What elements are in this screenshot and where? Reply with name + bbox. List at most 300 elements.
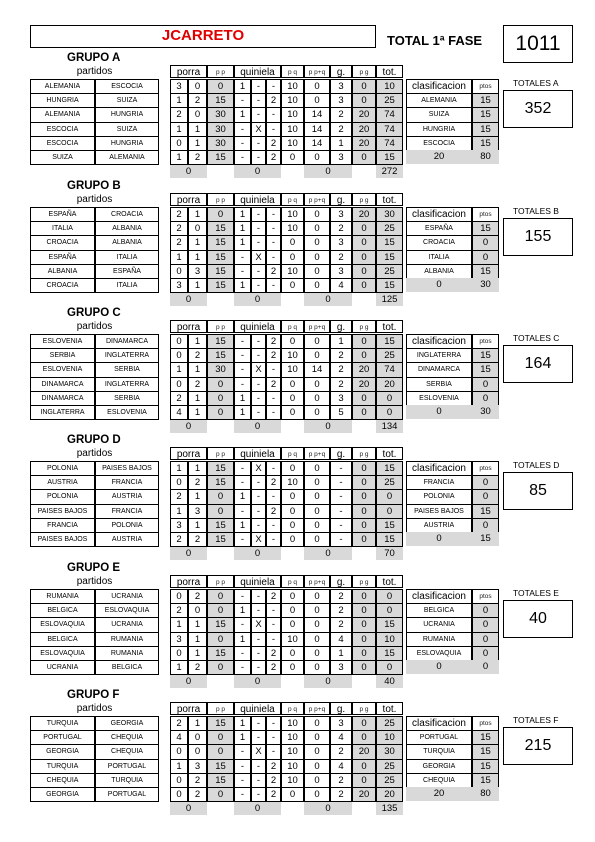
match-cell: - xyxy=(234,773,251,788)
clasif-team: PAISES BAJOS xyxy=(406,504,472,519)
match-cell: ALBANIA xyxy=(95,235,159,250)
clasif-team: CHEQUIA xyxy=(406,773,472,788)
quiniela-header: quiniela xyxy=(234,320,281,333)
pg-header: p g xyxy=(352,320,376,333)
pq-header: p q xyxy=(281,575,304,588)
quiniela-sum: 0 xyxy=(234,547,281,560)
match-cell: BELGICA xyxy=(30,632,95,647)
group-section xyxy=(0,562,595,692)
match-cell: - xyxy=(234,744,251,759)
match-cell: - xyxy=(266,518,281,533)
clasif-points: 0 xyxy=(472,391,499,406)
match-cell: 25 xyxy=(376,348,403,363)
group-title: GRUPO B xyxy=(67,180,121,192)
match-cell: PORTUGAL xyxy=(95,759,159,774)
match-cell: 10 xyxy=(281,744,304,759)
match-cell: 3 xyxy=(330,93,352,108)
match-cell: 0 xyxy=(304,518,330,533)
match-cell: 1 xyxy=(170,250,188,265)
match-cell: 0 xyxy=(304,475,330,490)
match-cell: 20 xyxy=(352,207,376,222)
match-cell: 10 xyxy=(281,632,304,647)
match-cell: 25 xyxy=(376,773,403,788)
match-cell: - xyxy=(234,348,251,363)
match-cell: 1 xyxy=(188,632,207,647)
match-cell: - xyxy=(251,716,266,731)
match-cell: 0 xyxy=(304,93,330,108)
match-cell: 0 xyxy=(352,489,376,504)
match-cell: PAISES BAJOS xyxy=(30,532,95,547)
match-cell: 0 xyxy=(304,504,330,519)
match-cell: 1 xyxy=(234,489,251,504)
match-cell: 0 xyxy=(281,489,304,504)
pg-header: p g xyxy=(352,193,376,206)
quiniela-sum: 0 xyxy=(234,165,281,178)
match-cell: - xyxy=(234,250,251,265)
match-cell: 0 xyxy=(207,632,234,647)
match-cell: 10 xyxy=(281,730,304,745)
ppq-sum: 0 xyxy=(304,293,352,306)
match-cell: 0 xyxy=(207,589,234,604)
pg-header: p g xyxy=(352,447,376,460)
match-cell: 0 xyxy=(352,504,376,519)
quiniela-header: quiniela xyxy=(234,702,281,715)
match-cell: 3 xyxy=(330,391,352,406)
clasif-points: 0 xyxy=(472,235,499,250)
match-cell: PORTUGAL xyxy=(30,730,95,745)
g-header: g. xyxy=(330,575,352,588)
match-cell: 1 xyxy=(234,603,251,618)
match-cell: BELGICA xyxy=(30,603,95,618)
match-cell: FRANCIA xyxy=(95,475,159,490)
match-cell: - xyxy=(251,377,266,392)
match-cell: 0 xyxy=(304,716,330,731)
clasif-sum-correct: 0 xyxy=(406,532,472,546)
clasif-points: 15 xyxy=(472,107,499,122)
match-cell: 10 xyxy=(281,759,304,774)
match-cell: 0 xyxy=(304,773,330,788)
match-cell: - xyxy=(234,589,251,604)
match-cell: 0 xyxy=(188,107,207,122)
match-cell: 0 xyxy=(170,475,188,490)
match-cell: ESLOVENIA xyxy=(30,334,95,349)
clasif-points: 15 xyxy=(472,122,499,137)
match-cell: 1 xyxy=(234,235,251,250)
match-cell: 0 xyxy=(304,787,330,802)
match-cell: - xyxy=(266,461,281,476)
quiniela-sum: 0 xyxy=(234,293,281,306)
match-cell: 0 xyxy=(352,773,376,788)
match-cell: 2 xyxy=(188,773,207,788)
match-cell: - xyxy=(251,136,266,151)
g-header: g. xyxy=(330,702,352,715)
match-cell: 15 xyxy=(207,150,234,165)
match-cell: ESLOVENIA xyxy=(95,405,159,420)
match-cell: 0 xyxy=(352,603,376,618)
match-cell: 2 xyxy=(266,377,281,392)
clasif-team: SERBIA xyxy=(406,377,472,392)
match-cell: 2 xyxy=(266,787,281,802)
match-cell: 10 xyxy=(281,716,304,731)
match-cell: 15 xyxy=(207,461,234,476)
match-cell: - xyxy=(251,489,266,504)
clasif-sum-correct: 0 xyxy=(406,278,472,292)
match-cell: 2 xyxy=(170,207,188,222)
match-cell: SERBIA xyxy=(95,362,159,377)
match-cell: 4 xyxy=(330,632,352,647)
match-cell: - xyxy=(266,122,281,137)
group-section xyxy=(0,689,595,819)
match-cell: 0 xyxy=(304,250,330,265)
match-cell: FRANCIA xyxy=(95,504,159,519)
match-cell: 0 xyxy=(281,391,304,406)
match-cell: 0 xyxy=(170,334,188,349)
match-cell: TURQUIA xyxy=(95,773,159,788)
match-cell: 15 xyxy=(207,250,234,265)
match-cell: 2 xyxy=(188,532,207,547)
match-cell: 2 xyxy=(330,250,352,265)
match-cell: 10 xyxy=(376,79,403,94)
match-cell: X xyxy=(251,122,266,137)
match-cell: DINAMARCA xyxy=(95,334,159,349)
match-cell: UCRANIA xyxy=(30,660,95,675)
clasif-team: ESLOVENIA xyxy=(406,391,472,406)
match-cell: 0 xyxy=(281,532,304,547)
ptos-header: ptos xyxy=(472,207,499,222)
group-totals-label: TOTALES B xyxy=(513,206,559,216)
clasif-sum-points: 30 xyxy=(472,278,499,292)
match-cell: 0 xyxy=(352,518,376,533)
pp-header: p p xyxy=(207,575,234,588)
match-cell: X xyxy=(251,617,266,632)
match-cell: 2 xyxy=(266,773,281,788)
pp-header: p p xyxy=(207,702,234,715)
player-name: JCARRETO xyxy=(161,27,245,44)
clasif-points: 0 xyxy=(472,603,499,618)
match-cell: 2 xyxy=(330,787,352,802)
match-cell: - xyxy=(251,391,266,406)
clasif-team: ESPAÑA xyxy=(406,221,472,236)
match-cell: 2 xyxy=(266,334,281,349)
match-cell: 0 xyxy=(304,532,330,547)
match-cell: 0 xyxy=(281,646,304,661)
match-cell: 25 xyxy=(376,264,403,279)
match-cell: - xyxy=(234,334,251,349)
clasificacion-header: clasificacion xyxy=(406,207,472,222)
match-cell: 0 xyxy=(281,603,304,618)
clasif-sum-points: 80 xyxy=(472,150,499,164)
group-section xyxy=(0,52,595,182)
pp-header: p p xyxy=(207,193,234,206)
quiniela-sum: 0 xyxy=(234,675,281,688)
match-cell: 5 xyxy=(330,405,352,420)
match-cell: DINAMARCA xyxy=(30,377,95,392)
match-cell: 0 xyxy=(304,278,330,293)
clasif-team: GEORGIA xyxy=(406,759,472,774)
porra-header: porra xyxy=(170,447,207,460)
match-cell: 1 xyxy=(188,136,207,151)
match-cell: AUSTRIA xyxy=(95,532,159,547)
match-cell: 0 xyxy=(304,207,330,222)
clasif-team: CROACIA xyxy=(406,235,472,250)
match-cell: 0 xyxy=(304,461,330,476)
pq-header: p q xyxy=(281,447,304,460)
match-cell: 2 xyxy=(170,107,188,122)
match-cell: 2 xyxy=(330,362,352,377)
group-title: GRUPO D xyxy=(67,434,121,446)
match-cell: 1 xyxy=(234,79,251,94)
match-cell: - xyxy=(251,278,266,293)
match-cell: 15 xyxy=(207,475,234,490)
match-cell: CHEQUIA xyxy=(30,773,95,788)
match-cell: 2 xyxy=(188,660,207,675)
match-cell: ESLOVENIA xyxy=(30,362,95,377)
ptos-header: ptos xyxy=(472,461,499,476)
match-cell: 3 xyxy=(330,716,352,731)
clasif-points: 0 xyxy=(472,475,499,490)
match-cell: HUNGRIA xyxy=(95,136,159,151)
match-cell: 15 xyxy=(376,518,403,533)
quiniela-header: quiniela xyxy=(234,65,281,78)
match-cell: - xyxy=(266,362,281,377)
match-cell: 0 xyxy=(304,646,330,661)
match-cell: 0 xyxy=(376,603,403,618)
match-cell: 0 xyxy=(304,377,330,392)
match-cell: 20 xyxy=(376,787,403,802)
match-cell: UCRANIA xyxy=(95,617,159,632)
clasif-points: 15 xyxy=(472,730,499,745)
clasif-sum-correct: 20 xyxy=(406,150,472,164)
clasif-points: 15 xyxy=(472,362,499,377)
match-cell: 4 xyxy=(330,730,352,745)
match-cell: SUIZA xyxy=(30,150,95,165)
match-cell: 0 xyxy=(281,278,304,293)
match-cell: GEORGIA xyxy=(95,716,159,731)
clasif-points: 15 xyxy=(472,504,499,519)
match-cell: - xyxy=(251,632,266,647)
match-cell: 0 xyxy=(188,730,207,745)
match-cell: 0 xyxy=(207,79,234,94)
match-cell: SUIZA xyxy=(95,93,159,108)
clasif-points: 15 xyxy=(472,221,499,236)
match-cell: 2 xyxy=(266,348,281,363)
group-total-value: 155 xyxy=(503,218,573,256)
match-cell: ESLOVAQUIA xyxy=(30,646,95,661)
match-cell: 2 xyxy=(266,93,281,108)
match-cell: 0 xyxy=(281,150,304,165)
match-cell: 30 xyxy=(207,362,234,377)
match-cell: 3 xyxy=(330,660,352,675)
match-cell: 0 xyxy=(188,603,207,618)
match-cell: - xyxy=(234,532,251,547)
match-cell: 1 xyxy=(234,107,251,122)
match-cell: 2 xyxy=(170,235,188,250)
match-cell: - xyxy=(251,589,266,604)
match-cell: - xyxy=(266,107,281,122)
match-cell: 2 xyxy=(188,787,207,802)
partidos-header: partidos xyxy=(76,576,113,587)
match-cell: HUNGRIA xyxy=(30,93,95,108)
group-total-value: 40 xyxy=(503,600,573,638)
match-cell: 1 xyxy=(234,405,251,420)
match-cell: 1 xyxy=(188,518,207,533)
clasificacion-header: clasificacion xyxy=(406,79,472,94)
match-cell: - xyxy=(251,264,266,279)
clasif-sum-correct: 0 xyxy=(406,660,472,674)
clasif-points: 15 xyxy=(472,348,499,363)
match-cell: 2 xyxy=(188,475,207,490)
match-cell: POLONIA xyxy=(30,489,95,504)
match-cell: ESLOVAQUIA xyxy=(95,603,159,618)
tot-header: tot. xyxy=(376,447,403,460)
match-cell: 10 xyxy=(281,221,304,236)
match-cell: - xyxy=(251,150,266,165)
match-cell: - xyxy=(251,93,266,108)
match-cell: 0 xyxy=(304,79,330,94)
match-cell: AUSTRIA xyxy=(95,489,159,504)
clasif-team: PORTUGAL xyxy=(406,730,472,745)
match-cell: 0 xyxy=(304,617,330,632)
match-cell: 0 xyxy=(352,475,376,490)
match-cell: 20 xyxy=(352,107,376,122)
clasif-team: HUNGRIA xyxy=(406,122,472,137)
match-cell: GEORGIA xyxy=(30,744,95,759)
group-total-value: 215 xyxy=(503,727,573,765)
match-cell: 0 xyxy=(352,617,376,632)
match-cell: - xyxy=(266,744,281,759)
match-cell: 0 xyxy=(304,264,330,279)
match-cell: 10 xyxy=(281,475,304,490)
match-cell: 0 xyxy=(207,504,234,519)
clasif-sum-correct: 20 xyxy=(406,787,472,801)
match-cell: 1 xyxy=(234,221,251,236)
match-cell: BELGICA xyxy=(95,660,159,675)
porra-sum: 0 xyxy=(170,802,207,815)
match-cell: AUSTRIA xyxy=(30,475,95,490)
match-cell: POLONIA xyxy=(95,518,159,533)
match-cell: INGLATERRA xyxy=(95,377,159,392)
match-cell: 2 xyxy=(170,603,188,618)
match-cell: 2 xyxy=(330,773,352,788)
g-header: g. xyxy=(330,65,352,78)
match-cell: 10 xyxy=(281,207,304,222)
match-cell: 0 xyxy=(281,405,304,420)
porra-header: porra xyxy=(170,320,207,333)
match-cell: 2 xyxy=(188,589,207,604)
match-cell: 0 xyxy=(304,759,330,774)
tot-sum: 272 xyxy=(376,165,403,178)
match-cell: 4 xyxy=(330,759,352,774)
match-cell: 0 xyxy=(376,391,403,406)
match-cell: - xyxy=(266,716,281,731)
match-cell: 2 xyxy=(266,660,281,675)
clasif-team: SUIZA xyxy=(406,107,472,122)
match-cell: 1 xyxy=(330,334,352,349)
match-cell: 1 xyxy=(234,207,251,222)
quiniela-header: quiniela xyxy=(234,193,281,206)
match-cell: 14 xyxy=(304,107,330,122)
match-cell: 10 xyxy=(376,730,403,745)
match-cell: - xyxy=(266,79,281,94)
match-cell: - xyxy=(251,759,266,774)
match-cell: 15 xyxy=(376,617,403,632)
ppq-sum: 0 xyxy=(304,547,352,560)
quiniela-sum: 0 xyxy=(234,420,281,433)
match-cell: 0 xyxy=(207,730,234,745)
match-cell: RUMANIA xyxy=(95,632,159,647)
match-cell: X xyxy=(251,744,266,759)
match-cell: 0 xyxy=(304,391,330,406)
match-cell: 2 xyxy=(188,348,207,363)
tot-header: tot. xyxy=(376,65,403,78)
match-cell: 15 xyxy=(207,532,234,547)
match-cell: 15 xyxy=(376,532,403,547)
group-section xyxy=(0,434,595,564)
match-cell: 1 xyxy=(188,207,207,222)
clasif-sum-points: 15 xyxy=(472,532,499,546)
match-cell: 10 xyxy=(281,93,304,108)
match-cell: 25 xyxy=(376,716,403,731)
match-cell: - xyxy=(234,617,251,632)
match-cell: 1 xyxy=(170,759,188,774)
match-cell: 14 xyxy=(304,362,330,377)
match-cell: 15 xyxy=(207,716,234,731)
match-cell: 2 xyxy=(330,122,352,137)
match-cell: - xyxy=(251,207,266,222)
match-cell: - xyxy=(234,660,251,675)
match-cell: 0 xyxy=(352,589,376,604)
match-cell: 1 xyxy=(234,278,251,293)
match-cell: 3 xyxy=(330,207,352,222)
match-cell: PORTUGAL xyxy=(95,787,159,802)
match-cell: 15 xyxy=(207,646,234,661)
clasif-points: 0 xyxy=(472,489,499,504)
clasif-points: 0 xyxy=(472,377,499,392)
match-cell: 20 xyxy=(352,122,376,137)
match-cell: 15 xyxy=(376,250,403,265)
match-cell: 15 xyxy=(207,773,234,788)
match-cell: 25 xyxy=(376,475,403,490)
match-cell: 2 xyxy=(170,716,188,731)
match-cell: 0 xyxy=(170,787,188,802)
match-cell: ITALIA xyxy=(95,250,159,265)
tot-sum: 70 xyxy=(376,547,403,560)
group-title: GRUPO A xyxy=(67,52,121,64)
match-cell: 0 xyxy=(352,646,376,661)
match-cell: - xyxy=(266,617,281,632)
match-cell: 30 xyxy=(207,136,234,151)
match-cell: - xyxy=(251,334,266,349)
match-cell: 0 xyxy=(352,391,376,406)
pg-header: p g xyxy=(352,575,376,588)
ppq-header: p p+q xyxy=(304,447,330,460)
match-cell: - xyxy=(266,235,281,250)
match-cell: X xyxy=(251,362,266,377)
match-cell: - xyxy=(266,489,281,504)
match-cell: 1 xyxy=(330,646,352,661)
match-cell: - xyxy=(251,405,266,420)
match-cell: - xyxy=(266,532,281,547)
match-cell: 2 xyxy=(330,221,352,236)
match-cell: - xyxy=(234,93,251,108)
match-cell: 0 xyxy=(207,603,234,618)
match-cell: - xyxy=(330,504,352,519)
match-cell: 0 xyxy=(281,660,304,675)
match-cell: ALEMANIA xyxy=(30,79,95,94)
match-cell: 2 xyxy=(266,589,281,604)
match-cell: - xyxy=(266,278,281,293)
ptos-header: ptos xyxy=(472,589,499,604)
